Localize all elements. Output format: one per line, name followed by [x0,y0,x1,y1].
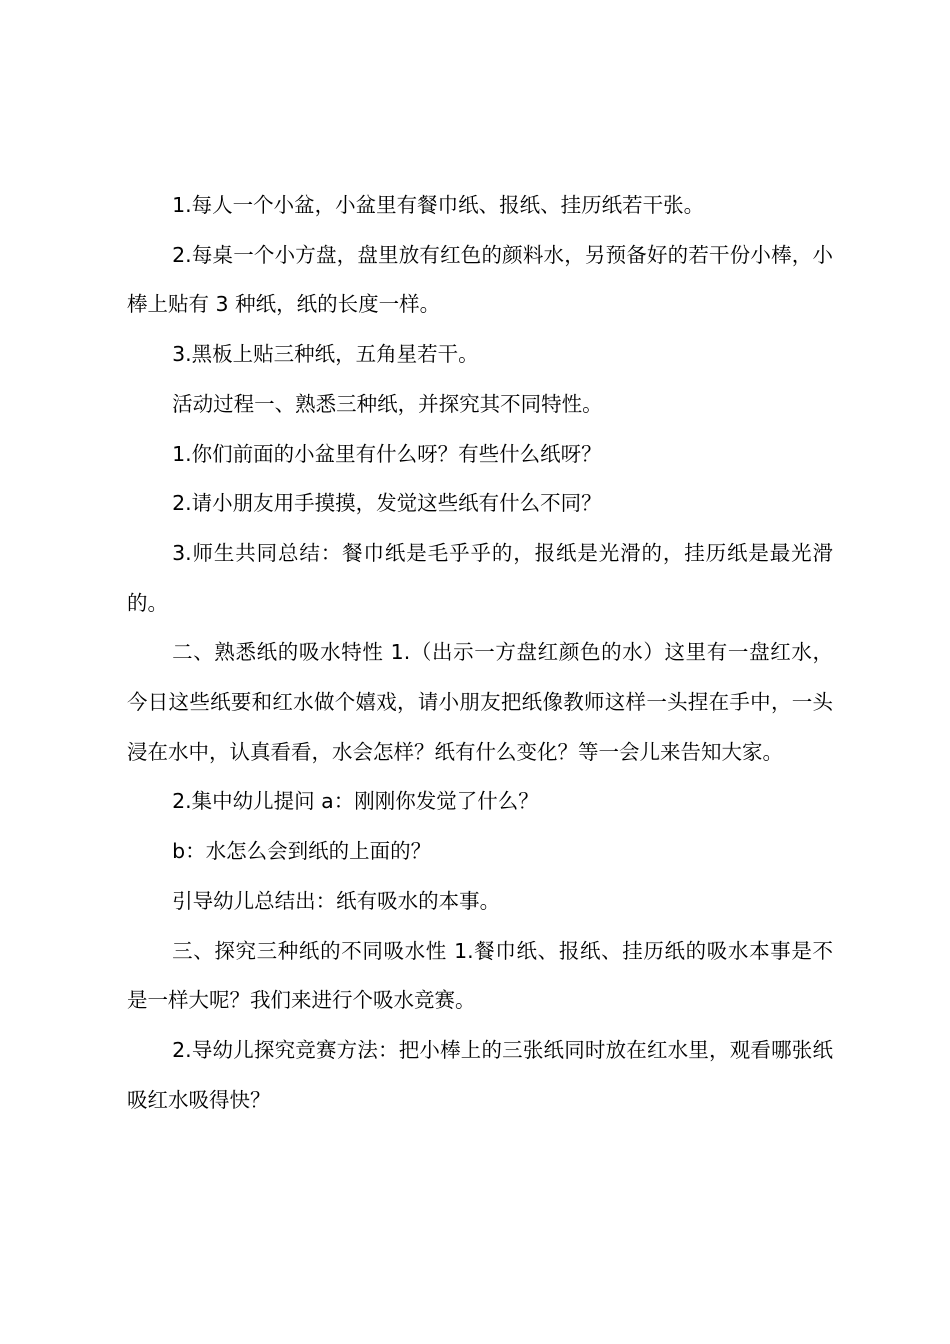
paragraph-materials-3: 3.黑板上贴三种纸，五角星若干。 [172,342,479,367]
paragraph-step-1-2: 2.请小朋友用手摸摸，发觉这些纸有什么不同？ [172,491,602,516]
paragraph-process-heading-3: 三、探究三种纸的不同吸水性 1.餐巾纸、报纸、挂历纸的吸水本事是不是一样大呢？我们来进行个吸水竞赛。 [127,938,833,1013]
paragraph-process-heading-1: 活动过程一、熟悉三种纸，并探究其不同特性。 [172,391,603,416]
paragraph-step-3-2: 2.导幼儿探究竞赛方法：把小棒上的三张纸同时放在红水里，观看哪张纸吸红水吸得快？ [127,1037,833,1112]
paragraph-step-2-2b: b：水怎么会到纸的上面的？ [172,839,432,864]
paragraph-process-heading-2: 二、熟悉纸的吸水特性 1.（出示一方盘红颜色的水）这里有一盘红水，今日这些纸要和红水做个嬉戏，请小朋友把纸像教师这样一头捏在手中，一头浸在水中，认真看看，水会怎样？纸有什么变化？等一会儿来告知大家。 [127,640,833,764]
paragraph-step-1-3: 3.师生共同总结：餐巾纸是毛乎乎的，报纸是光滑的，挂历纸是最光滑的。 [127,540,833,615]
paragraph-materials-2: 2.每桌一个小方盘，盘里放有红色的颜料水，另预备好的若干份小棒，小棒上贴有 3 种纸，纸的长度一样。 [127,242,833,317]
paragraph-step-1-1: 1.你们前面的小盆里有什么呀？有些什么纸呀？ [172,441,602,466]
paragraph-step-2-summary: 引导幼儿总结出：纸有吸水的本事。 [172,888,501,913]
paragraph-materials-1: 1.每人一个小盆，小盆里有餐巾纸、报纸、挂历纸若干张。 [172,193,705,217]
document-body [127,181,833,1125]
paragraph-step-2-2: 2.集中幼儿提问 a：刚刚你发觉了什么？ [172,789,539,814]
